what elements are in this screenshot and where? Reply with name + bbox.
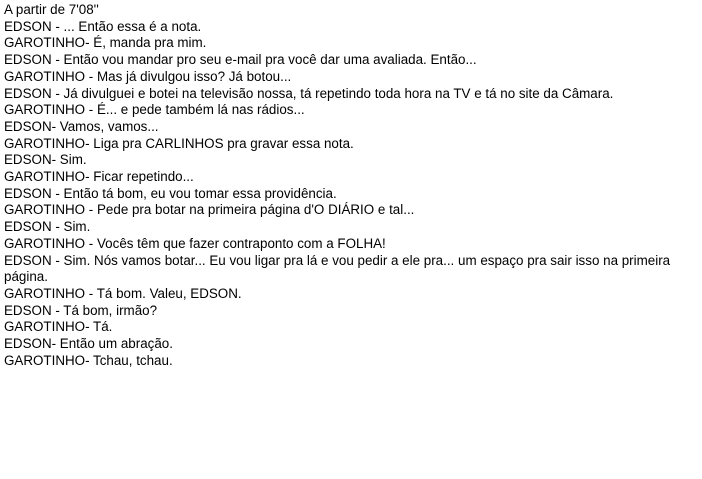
transcript-line: GAROTINHO - Mas já divulgou isso? Já botou...	[4, 68, 292, 84]
transcript-line: EDSON - Sim. Nós vamos botar... Eu vou ligar pra lá e vou pedir a ele pra... um espaço pra sair isso na primeira página.	[4, 252, 671, 285]
transcript-line: EDSON- Então um abração.	[4, 336, 173, 352]
transcript-line: EDSON - Então vou mandar pro seu e-mail pra você dar uma avaliada. Então...	[4, 52, 477, 68]
transcript-line: EDSON - Sim.	[4, 219, 91, 235]
transcript-line: GAROTINHO - É... e pede também lá nas rádios...	[4, 102, 305, 118]
transcript-line: EDSON - Tá bom, irmão?	[4, 302, 158, 318]
transcript-heading: A partir de 7'08''	[4, 2, 99, 17]
transcript-line: GAROTINHO - Tá bom. Valeu, EDSON.	[4, 285, 242, 301]
transcript-line: GAROTINHO - Pede pra botar na primeira página d'O DIÁRIO e tal...	[4, 202, 415, 218]
transcript-line: GAROTINHO- É, manda pra mim.	[4, 35, 207, 51]
transcript-line: EDSON - Já divulguei e botei na televisão nossa, tá repetindo toda hora na TV e tá no site da Câmara.	[4, 85, 614, 101]
transcript-line: GAROTINHO- Tchau, tchau.	[4, 352, 173, 368]
transcript-line: GAROTINHO- Tá.	[4, 319, 113, 335]
transcript-line: EDSON - ... Então essa é a nota.	[4, 18, 202, 34]
transcript-line: GAROTINHO - Vocês têm que fazer contraponto com a FOLHA!	[4, 235, 386, 251]
transcript-line: GAROTINHO- Ficar repetindo...	[4, 169, 194, 185]
transcript	[4, 2, 698, 369]
transcript-line: EDSON- Sim.	[4, 152, 87, 168]
transcript-line: EDSON - Então tá bom, eu vou tomar essa providência.	[4, 185, 337, 201]
transcript-line: EDSON- Vamos, vamos...	[4, 118, 159, 134]
transcript-line: GAROTINHO- Liga pra CARLINHOS pra gravar essa nota.	[4, 135, 354, 151]
